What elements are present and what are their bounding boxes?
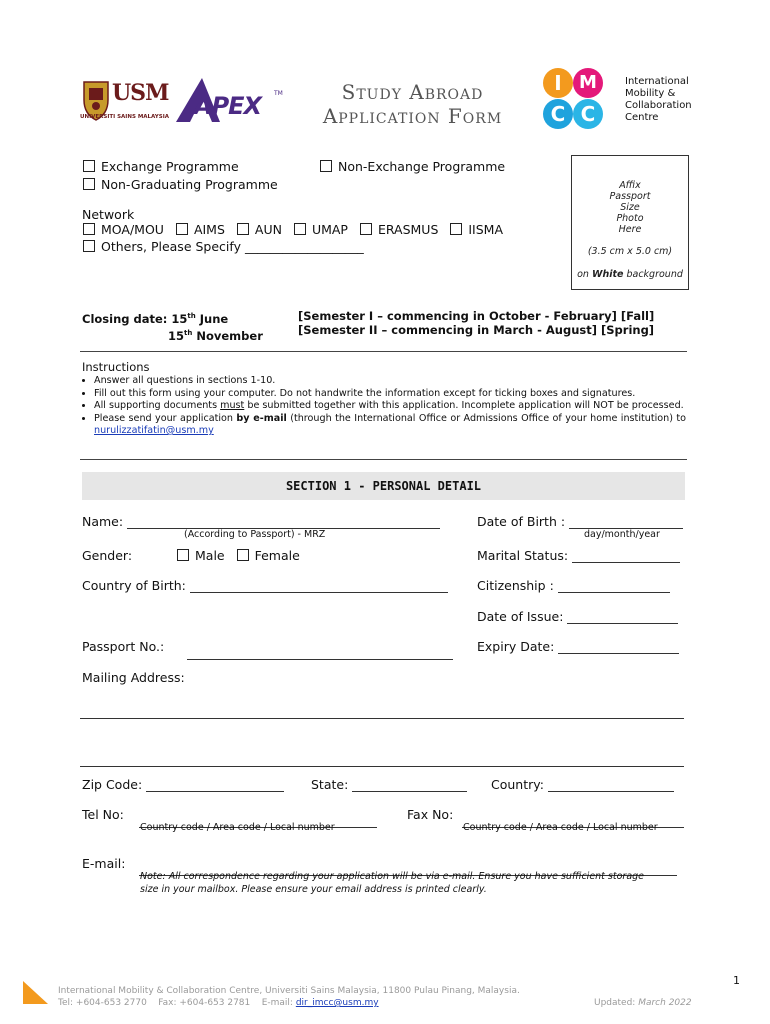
fax-label: Fax No:	[407, 807, 454, 822]
imcc-c1: C	[543, 99, 573, 129]
exchange-label: Exchange Programme	[101, 159, 239, 174]
divider	[80, 459, 687, 460]
marital-input[interactable]	[572, 550, 680, 563]
page-number: 1	[733, 974, 740, 987]
expiry-input[interactable]	[558, 641, 679, 654]
instruction-item: • Fill out this form using your computer. Do not handwrite the information except for ticking boxes and signatures.	[94, 388, 686, 401]
country-of-birth-input[interactable]	[190, 580, 448, 593]
male-label: Male	[195, 548, 225, 563]
dob-input[interactable]	[569, 516, 683, 529]
usm-mark: USM	[112, 80, 169, 106]
form-title	[295, 80, 530, 128]
photo-line: Size	[620, 202, 640, 213]
non-exchange-label: Non-Exchange Programme	[338, 159, 506, 174]
instruction-item: • Please send your application by e-mail (through the International Office or Admissions Office of your home institution) to nurulizzatifatin@usm.my	[94, 413, 686, 438]
marital-field[interactable]	[477, 548, 680, 563]
non-graduating-checkbox[interactable]	[83, 178, 95, 190]
male-checkbox[interactable]	[177, 549, 189, 561]
contact-email-link[interactable]: nurulizzatifatin@usm.my	[94, 425, 214, 436]
fax-note: Country code / Area code / Local number	[463, 822, 658, 833]
usm-logo	[80, 76, 170, 124]
iisma-checkbox[interactable]	[450, 223, 462, 235]
photo-line: Here	[618, 224, 642, 235]
state-field[interactable]	[311, 777, 467, 792]
others-label: Others, Please Specify ___________________	[101, 239, 364, 254]
dob-label: Date of Birth :	[477, 514, 566, 529]
network-option-label: AIMS	[193, 222, 225, 237]
non-graduating-label: Non-Graduating Programme	[101, 177, 278, 192]
usm-name: UNIVERSITI SAINS MALAYSIA	[80, 114, 170, 120]
female-label: Female	[254, 548, 300, 563]
network-option-label: UMAP	[311, 222, 348, 237]
apex-logo	[172, 76, 284, 124]
photo-background: on White background	[577, 269, 683, 280]
zip-input[interactable]	[146, 779, 284, 792]
mailing-address-line-1[interactable]	[80, 700, 684, 719]
aims-checkbox[interactable]	[176, 223, 188, 235]
gender-label: Gender:	[82, 548, 133, 563]
aun-checkbox[interactable]	[237, 223, 249, 235]
exchange-option[interactable]	[83, 159, 239, 174]
apex-mark: APEX	[194, 92, 262, 120]
country-label: Country:	[491, 777, 544, 792]
imcc-logo	[543, 68, 703, 130]
state-input[interactable]	[352, 779, 467, 792]
semester-info	[298, 309, 654, 337]
network-option-label: AUN	[254, 222, 282, 237]
footer-tel: Tel: +604-653 2770	[58, 998, 147, 1008]
passport-label: Passport No.:	[82, 639, 165, 654]
country-input[interactable]	[548, 779, 674, 792]
footer-email-link[interactable]: dir_imcc@usm.my	[295, 998, 379, 1008]
expiry-field[interactable]	[477, 639, 679, 654]
imcc-name-line: Mobility &	[625, 88, 676, 99]
photo-line: Affix	[619, 180, 641, 191]
divider	[80, 351, 687, 352]
passport-input[interactable]	[187, 641, 453, 660]
country-of-birth-field[interactable]	[82, 578, 448, 593]
imcc-c2: C	[573, 99, 603, 129]
country-of-birth-label: Country of Birth:	[82, 578, 186, 593]
exchange-checkbox[interactable]	[83, 160, 95, 172]
citizenship-label: Citizenship :	[477, 578, 554, 593]
closing-date: Closing date: 15th June 15th November	[82, 311, 263, 343]
zip-label: Zip Code:	[82, 777, 143, 792]
network-option-label: IISMA	[468, 222, 504, 237]
imcc-name-line: Centre	[625, 112, 659, 123]
name-note: (According to Passport) - MRZ	[184, 529, 326, 540]
photo-size: (3.5 cm x 5.0 cm)	[587, 246, 673, 257]
network-label: Network	[82, 207, 135, 222]
photo-box	[571, 155, 689, 290]
instruction-item: • Answer all questions in sections 1-10.	[94, 375, 686, 388]
photo-line: Photo	[616, 213, 644, 224]
others-checkbox[interactable]	[83, 240, 95, 252]
imcc-i: I	[543, 68, 573, 98]
name-input[interactable]	[127, 516, 440, 529]
section-1-header: SECTION 1 - PERSONAL DETAIL	[82, 472, 685, 500]
photo-line: Passport	[609, 191, 651, 202]
footer-updated: Updated: March 2022	[594, 998, 692, 1008]
non-graduating-option[interactable]	[83, 177, 278, 192]
citizenship-input[interactable]	[558, 580, 670, 593]
gender-options	[177, 548, 300, 563]
network-option-label: MOA/MOU	[101, 222, 164, 237]
imcc-name	[625, 76, 692, 124]
email-note: Note: All correspondence regarding your application will be via e-mail. Ensure you have sufficient storage size in your mailbox. Please ensure your email address is printed clearly.	[140, 871, 645, 895]
email-label: E-mail:	[82, 856, 126, 871]
apex-tm: TM	[274, 90, 283, 97]
non-exchange-checkbox[interactable]	[320, 160, 332, 172]
date-of-issue-input[interactable]	[567, 611, 678, 624]
dob-note: day/month/year	[584, 529, 660, 540]
non-exchange-option[interactable]	[320, 159, 505, 174]
form-title-line1: Study Abroad	[341, 80, 484, 104]
semester-2: [Semester II – commencing in March - August] [Spring]	[298, 323, 655, 337]
name-label: Name:	[82, 514, 124, 529]
dob-field[interactable]	[477, 514, 683, 529]
tel-note: Country code / Area code / Local number	[140, 822, 335, 833]
citizenship-field[interactable]	[477, 578, 670, 593]
mailing-address-label: Mailing Address:	[82, 670, 185, 685]
imcc-name-line: Collaboration	[625, 100, 692, 111]
footer-fax: Fax: +604-653 2781	[158, 998, 251, 1008]
semester-1: [Semester I – commencing in October - February] [Fall]	[298, 309, 655, 323]
network-others-option[interactable]	[83, 239, 364, 254]
moa-mou-checkbox[interactable]	[83, 223, 95, 235]
instruction-item: • All supporting documents must be submitted together with this application. Incomplete application will NOT be processed.	[94, 400, 686, 413]
umap-checkbox[interactable]	[294, 223, 306, 235]
date-of-issue-label: Date of Issue:	[477, 609, 564, 624]
tel-label: Tel No:	[82, 807, 124, 822]
date-of-issue-field[interactable]	[477, 609, 678, 624]
state-label: State:	[311, 777, 349, 792]
network-options	[83, 222, 503, 237]
imcc-name-line: International	[625, 76, 689, 87]
footer-address: International Mobility & Collaboration Centre, Universiti Sains Malaysia, 11800 Pulau Pinang, Malaysia.	[58, 986, 520, 996]
zip-field[interactable]	[82, 777, 284, 792]
footer-contact: Tel: +604-653 2770 Fax: +604-653 2781 E-mail: dir_imcc@usm.my	[58, 998, 379, 1008]
country-field[interactable]	[491, 777, 674, 792]
female-checkbox[interactable]	[237, 549, 249, 561]
name-field[interactable]	[82, 514, 440, 529]
form-title-line2: Application Form	[322, 104, 503, 128]
instructions	[82, 360, 686, 438]
imcc-m: M	[573, 68, 603, 98]
marital-label: Marital Status:	[477, 548, 569, 563]
erasmus-checkbox[interactable]	[360, 223, 372, 235]
mailing-address-line-2[interactable]	[80, 748, 684, 767]
instructions-title: Instructions	[82, 360, 150, 374]
expiry-label: Expiry Date:	[477, 639, 555, 654]
corner-triangle-icon	[23, 981, 49, 1005]
network-option-label: ERASMUS	[377, 222, 439, 237]
